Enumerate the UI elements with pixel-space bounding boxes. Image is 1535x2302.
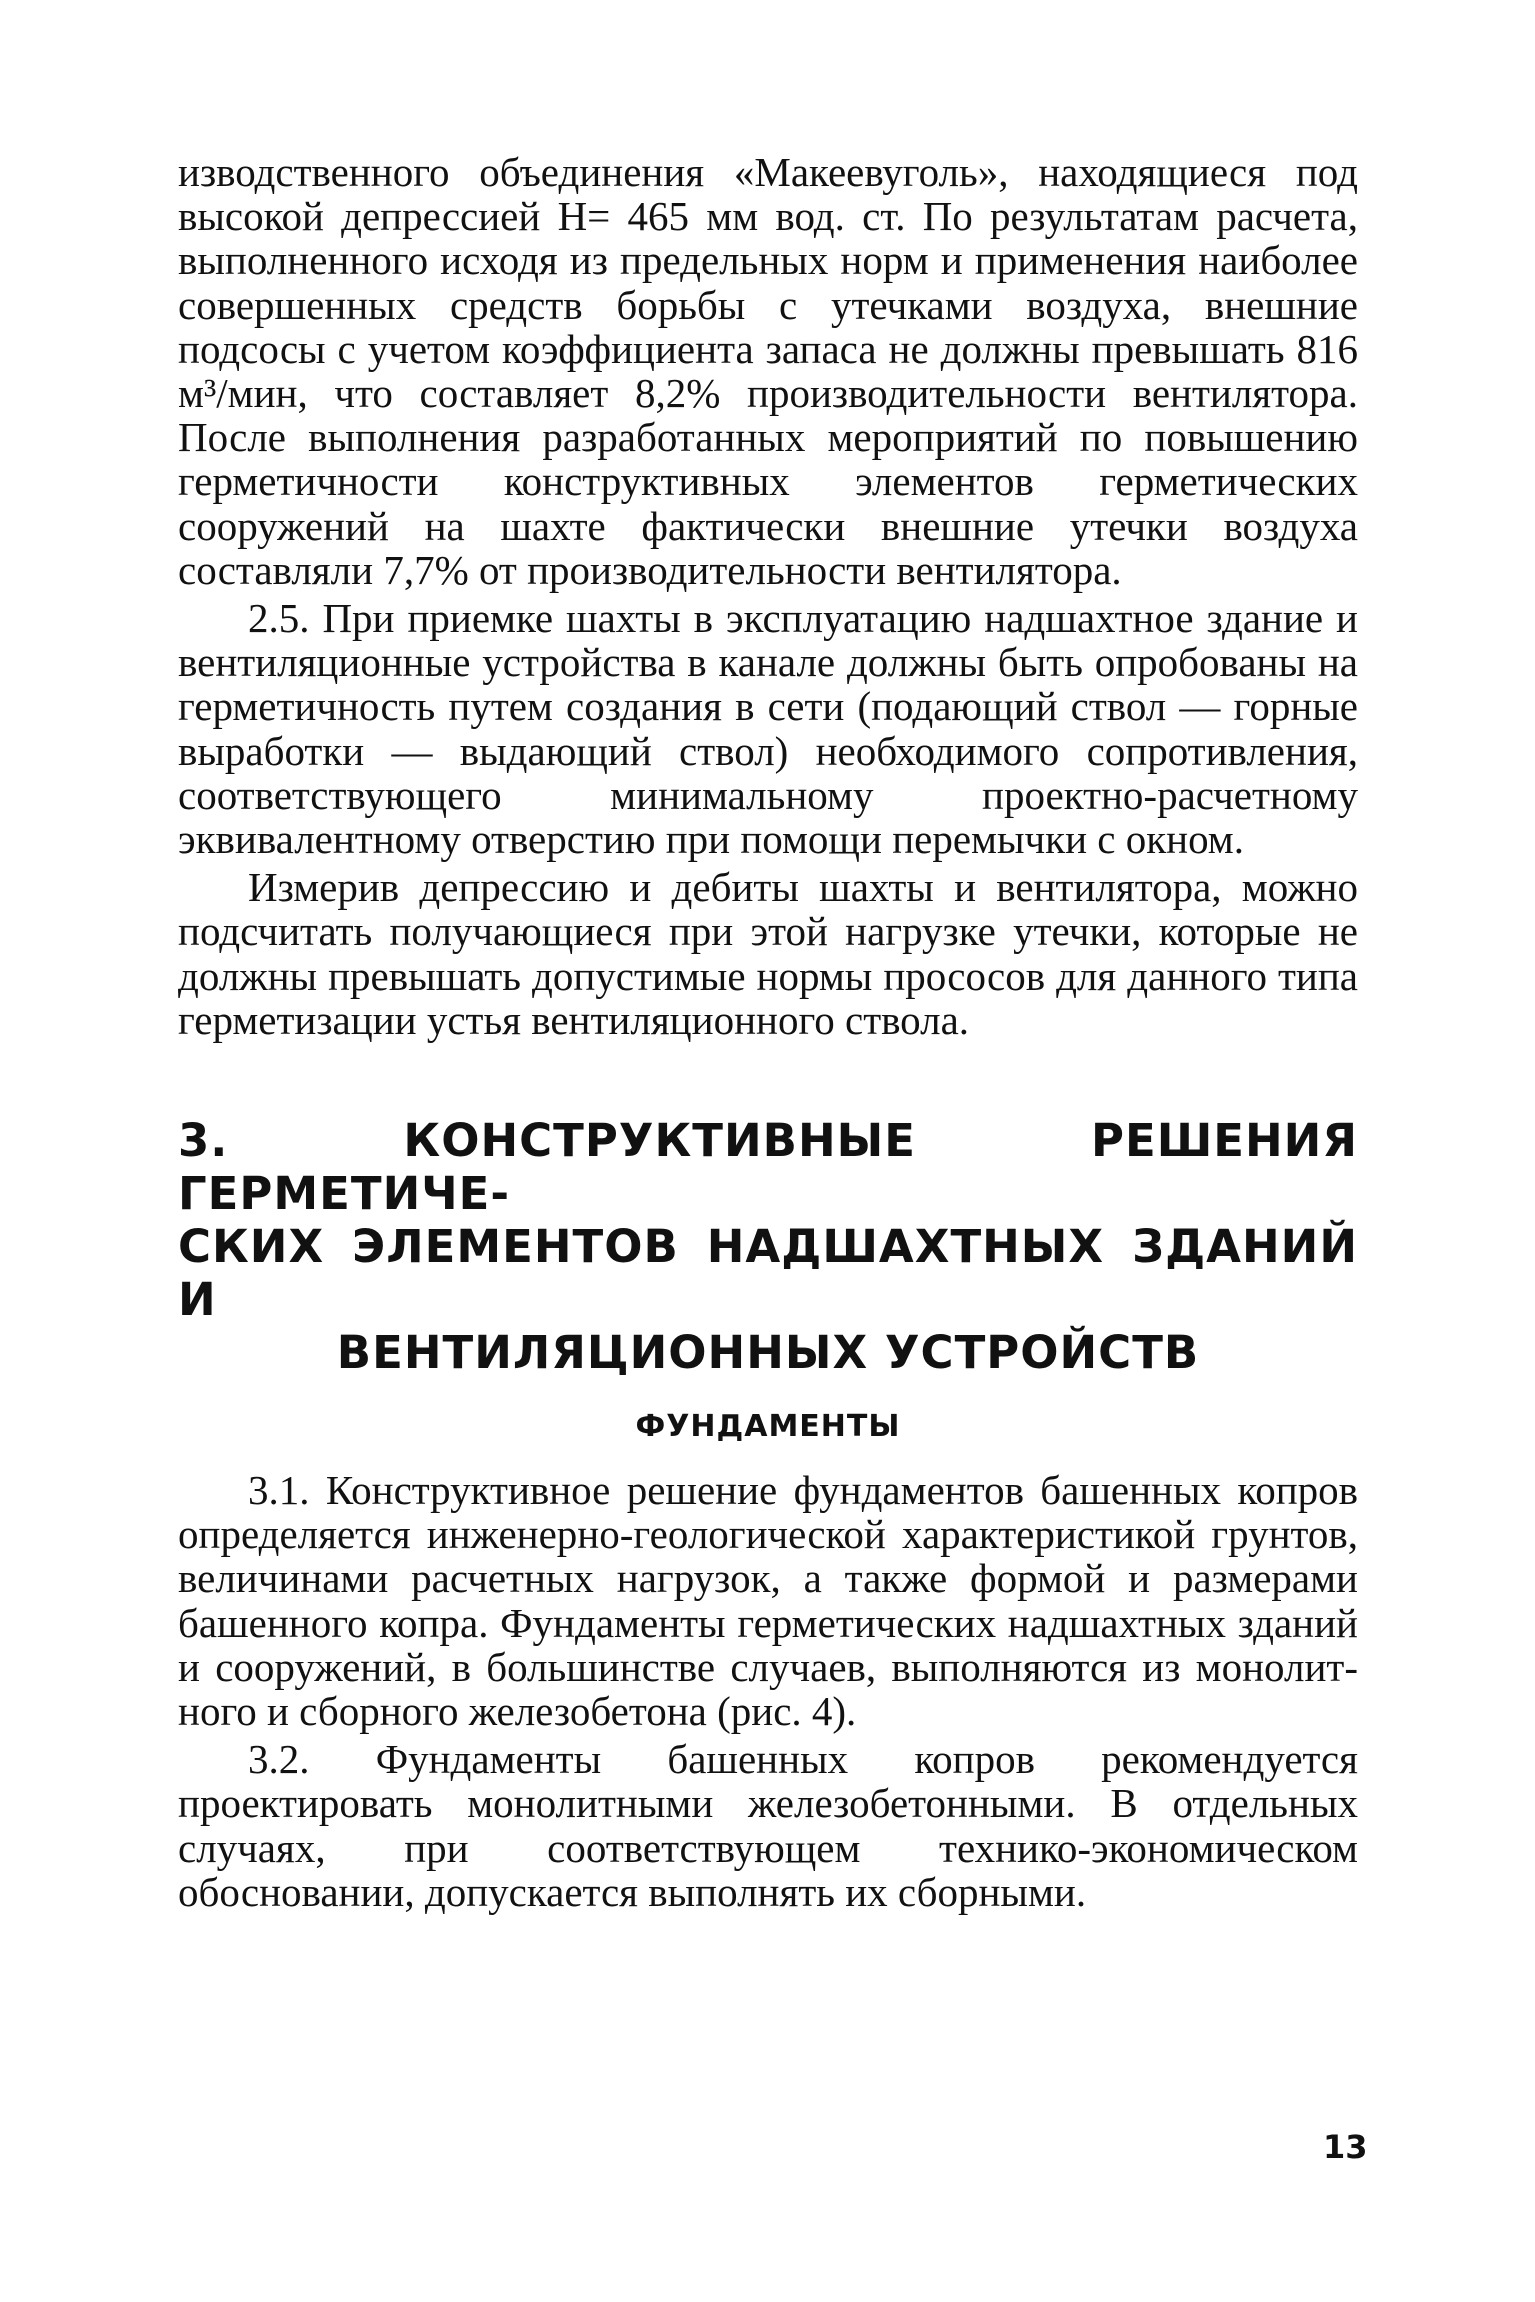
page-number: 13 <box>1323 2128 1368 2166</box>
page-body <box>178 150 1358 1914</box>
chapter-heading-line-2: СКИХ ЭЛЕМЕНТОВ НАДШАХТНЫХ ЗДАНИЙ И <box>178 1220 1358 1327</box>
chapter-heading-line-3: ВЕНТИЛЯЦИОННЫХ УСТРОЙСТВ <box>336 1326 1200 1380</box>
paragraph-leak-measurement: Измерив депрессию и дебиты шахты и вентилятора, можно подсчитать получающиеся при этой нагрузке утечки, которые не должны превышать допустимые нормы прососов для данного типа герметизации устья вентиляционного ствола. <box>178 864 1358 1043</box>
chapter-heading <box>178 1114 1358 1379</box>
chapter-heading-line-1: 3. КОНСТРУКТИВНЫЕ РЕШЕНИЯ ГЕРМЕТИЧЕ- <box>178 1114 1358 1221</box>
section-heading: ФУНДАМЕНТЫ <box>635 1409 901 1445</box>
paragraph-2-5: 2.5. При приемке шахты в эксплуатацию надшахтное здание и вентиляционные устройства в канале должны быть опробованы на герметичность путем создания в сети (подающий ствол — горные выработки — выдающий ствол) необходимого сопротивления, соответствующего минимальному проектно-расчетному эквивалентному отверстию при помощи перемычки с окном. <box>178 595 1358 863</box>
paragraph-3-2: 3.2. Фундаменты башенных копров рекомендуется проектировать монолитными железобетонными. В отдельных случаях, при соответствующем технико-экономическом обосновании, допускается выполнять их сборными. <box>178 1736 1358 1915</box>
paragraph-intro-continuation: изводственного объединения «Макеевуголь», находящиеся под высокой депрессией Н= 465 мм вод. ст. По результатам расчета, выполненного исходя из предельных норм и применения наиболее совершенных средств борьбы с утечками воздуха, внешние подсосы с учетом коэффициента запаса не должны превышать 816 м³/мин, что составляет 8,2% производительности вентилятора. После выполнения разработанных мероприятий по повышению герметичности конструктивных элементов герметических сооружений на шахте фактически внешние утечки воздуха составляли 7,7% от производительности вентилятора. <box>178 149 1358 593</box>
paragraph-3-1: 3.1. Конструктивное решение фундаментов башенных копров определяется инженерно-геологической характеристикой грунтов, величинами расчетных нагрузок, а также формой и размерами башенного копра. Фундаменты герметических надшахтных зданий и сооружений, в большинстве случаев, выполняются из монолитного и сборного железобетона (рис. 4). <box>178 1467 1358 1735</box>
